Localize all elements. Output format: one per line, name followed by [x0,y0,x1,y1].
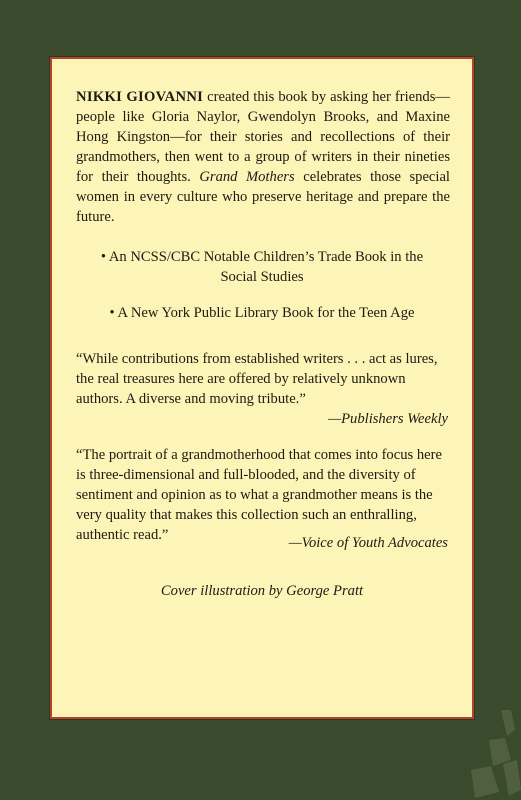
description-text-1: created this book by asking her friends—people like Gloria Naylor, Gwendolyn Brooks, and Maxine Hong Kingston—for their stories and recollections of their grandmothers, then went to a group of writers in their nineties for their thoughts. [76,89,450,185]
description-text-2: celebrates those special women in every culture who preserve heritage and prepare the future. [76,169,450,225]
review-source-voya: —Voice of Youth Advocates [288,535,448,551]
honor-ncss: • An NCSS/CBC Notable Children’s Trade Book in the Social Studies [100,249,424,285]
review-quote-publishers-weekly: “While contributions from established writers . . . act as lures, the real treasures here are offered by relatively unknown authors. A diverse and moving tribute.” [76,351,438,407]
cover-illustration-credit: Cover illustration by George Pratt [160,583,364,599]
description-paragraph [76,87,450,227]
honor-nypl: • A New York Public Library Book for the Teen Age [109,305,415,321]
book-title: Grand Mothers [199,169,295,185]
review-quote-voya: “The portrait of a grandmotherhood that comes into focus here is three-dimensional and full-blooded, and the diversity of sentiment and opinion as to what a grandmother means is the very quality that makes this collection such an enthralling, authentic read.” [76,447,442,543]
review-source-publishers-weekly: —Publishers Weekly [328,411,448,427]
back-cover-panel [50,57,474,719]
author-name: NIKKI GIOVANNI [76,89,204,105]
